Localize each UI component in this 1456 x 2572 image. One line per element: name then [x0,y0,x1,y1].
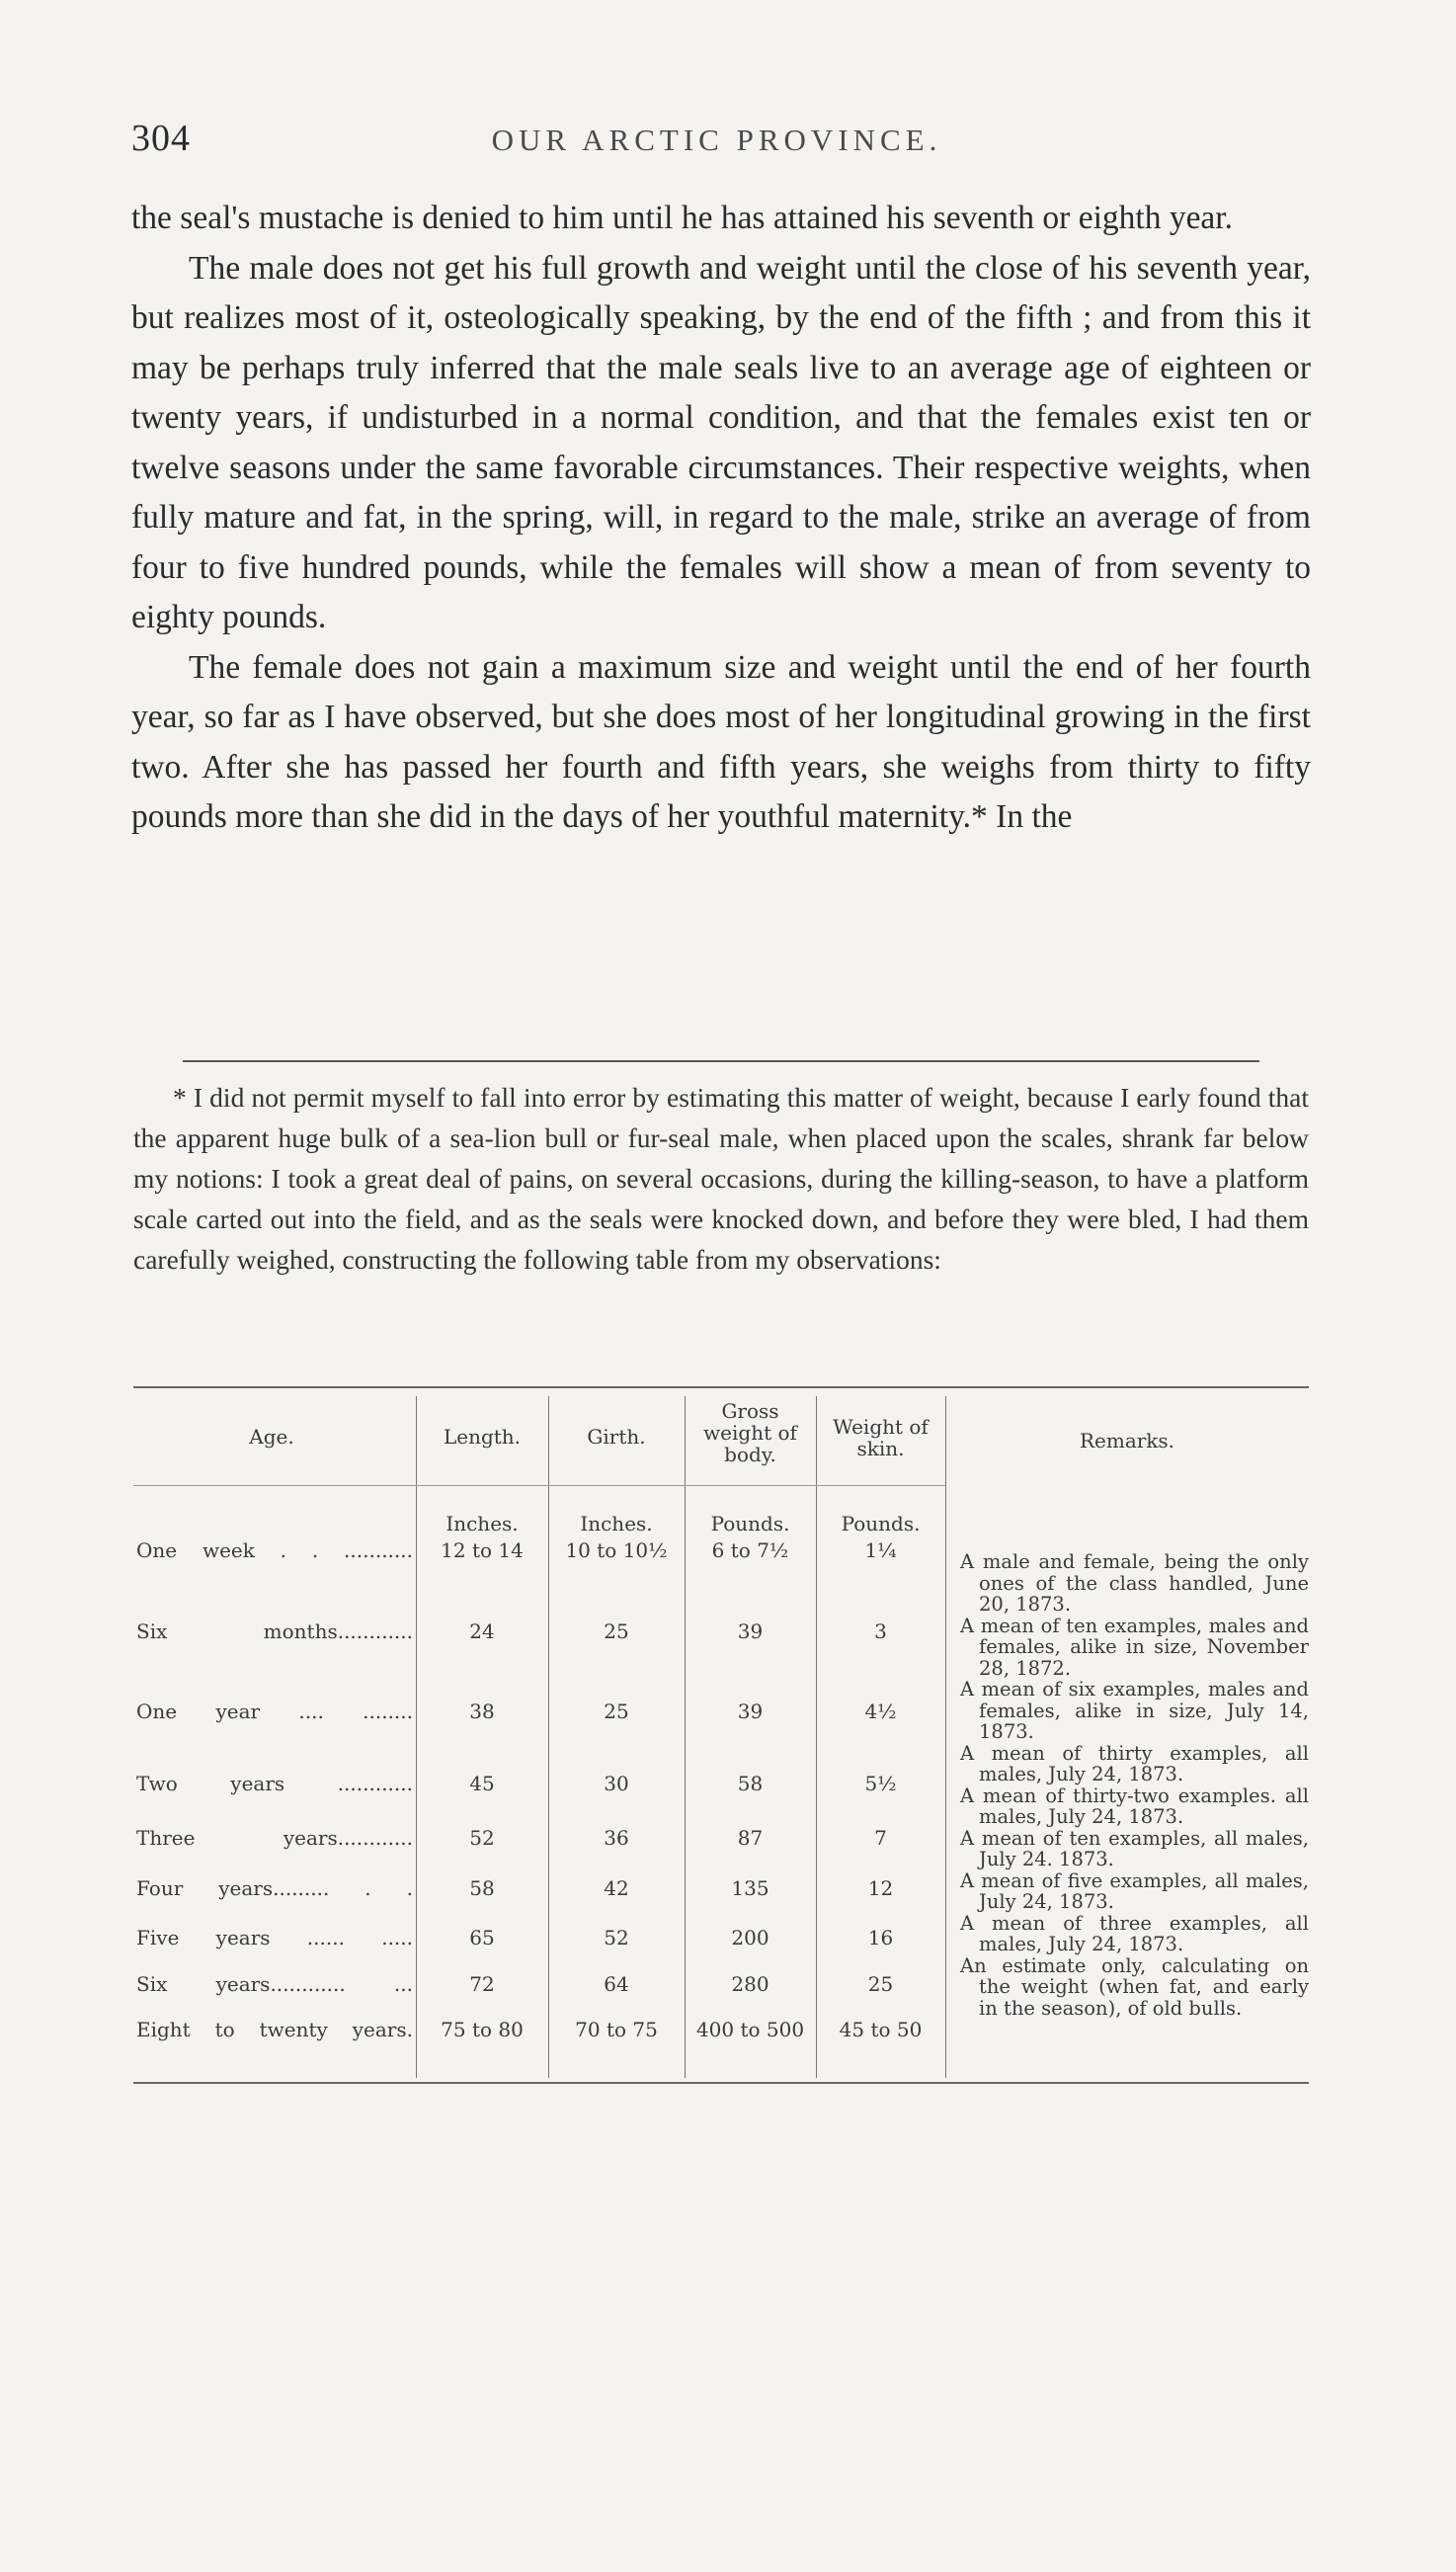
header-underline [133,1485,945,1486]
header-remarks: Remarks. [1079,1429,1175,1452]
remark-item: An estimate only, calculating on the weight (when fat, and early in the season), of old bulls. [960,1953,1309,2020]
row-skin-weight: 3 [874,1619,887,1643]
row-skin-weight: 5½ [864,1772,897,1795]
row-length: 52 [469,1826,495,1850]
unit-length: Inches. [445,1512,519,1535]
row-length: 65 [469,1926,495,1950]
remark-item: A mean of ten examples, all males, July 24. 1873. [960,1826,1309,1870]
row-length: 38 [469,1700,495,1723]
row-length: 12 to 14 [441,1538,524,1562]
paragraph-1: the seal's mustache is denied to him until he has attained his seventh or eighth year. [131,200,1233,236]
row-girth: 10 to 10½ [565,1538,668,1562]
row-length: 24 [469,1619,495,1643]
row-length: 75 to 80 [441,2018,524,2041]
row-length: 72 [469,1972,495,1996]
row-age: Four years......... . . [136,1876,413,1900]
remark-item: A mean of six examples, males and females, alike in size, July 14, 1873. [960,1678,1309,1743]
unit-skin-weight: Pounds. [841,1512,921,1535]
row-age: One week . . ........... [136,1538,413,1562]
row-length: 58 [469,1876,495,1900]
row-age: Eight to twenty years. [136,2018,413,2041]
page-number: 304 [131,118,191,159]
row-gross-weight: 58 [737,1772,764,1795]
row-girth: 30 [604,1772,629,1795]
remark-item: A mean of thirty-two examples. all males, July 24, 1873. [960,1784,1309,1828]
header-length: Length. [443,1425,522,1449]
row-girth: 25 [604,1700,629,1723]
body-text [131,194,1311,843]
row-age: One year .... ........ [136,1700,413,1723]
row-gross-weight: 280 [731,1972,769,1996]
weight-table [133,1386,1309,2572]
row-age: Six years............ ... [136,1972,413,1996]
row-gross-weight: 200 [731,1926,769,1950]
row-girth: 25 [604,1619,629,1643]
row-age: Two years ............ [136,1772,413,1795]
remark-item: A mean of thirty examples, all males, July 24, 1873. [960,1741,1309,1785]
remark-item: A mean of ten examples, males and females, alike in size, November 28, 1872. [960,1614,1309,1680]
paragraph-3: The female does not gain a maximum size and weight until the end of her fourth year, so far as I have observed, but she does most of her longitudinal growing in the first two. After she has passed her fourth and fifth years, she weighs from thirty to fifty pounds more than she did in the days of her youthful maternity.* In the [131,648,1311,835]
running-head: OUR ARCTIC PROVINCE. [491,123,942,157]
row-girth: 52 [604,1926,629,1950]
remark-item: A mean of three examples, all males, July 24, 1873. [960,1911,1309,1955]
row-gross-weight: 6 to 7½ [711,1538,789,1562]
row-length: 45 [469,1772,495,1795]
row-age: Five years ...... ..... [136,1926,413,1950]
unit-gross-weight: Pounds. [710,1512,790,1535]
row-girth: 36 [604,1826,629,1850]
table-bottom-rule [133,2082,1309,2084]
header-gross-weight: Gross weight of body. [703,1399,797,1466]
row-skin-weight: 4½ [864,1700,897,1723]
row-gross-weight: 400 to 500 [695,2018,805,2041]
unit-girth: Inches. [580,1512,653,1535]
row-girth: 42 [604,1876,629,1900]
row-gross-weight: 135 [731,1876,769,1900]
row-skin-weight: 7 [874,1826,887,1850]
row-skin-weight: 25 [867,1972,894,1996]
row-gross-weight: 39 [737,1700,764,1723]
row-age: Three years............ [136,1826,413,1850]
paragraph-2: The male does not get his full growth and weight until the close of his seventh year, but realizes most of it, osteologically speaking, by the end of the fifth ; and from this it may be perhaps truly inferred that the male seals live to an average age of eighteen or twenty years, if undisturbed in a normal condition, and that the females exist ten or twelve seasons under the same favorable circumstances. Their respective weights, when fully mature and fat, in the spring, will, in regard to the male, strike an average of from four to five hundred pounds, while the females will show a mean of from seventy to eighty pounds. [131,249,1311,635]
footnote: * I did not permit myself to fall into error by estimating this matter of weight, because I early found that the apparent huge bulk of a sea-lion bull or fur-seal male, when placed upon the scales, shrank far below my notions: I took a great deal of pains, on several occasions, during the killing-season, to have a platform scale carted out into the field, and as the seals were knocked down, and before they were bled, I had them carefully weighed, constructing the following table from my observations: [133,1082,1309,1275]
table-top-rule [133,1386,1309,1388]
footnote-divider [183,1060,1259,1062]
header-girth: Girth. [587,1425,646,1449]
header-age: Age. [249,1425,294,1449]
row-girth: 70 to 75 [575,2018,658,2041]
remark-item: A mean of five examples, all males, July 24, 1873. [960,1868,1309,1913]
row-age: Six months............ [136,1619,413,1643]
header-skin-weight: Weight of skin. [833,1415,929,1460]
page-header [131,117,1302,166]
row-girth: 64 [604,1972,629,1996]
row-skin-weight: 45 to 50 [839,2018,923,2041]
row-gross-weight: 39 [737,1619,764,1643]
row-skin-weight: 16 [867,1926,894,1950]
remark-item: A male and female, being the only ones of the class handled, June 20, 1873. [960,1550,1309,1616]
column-divider [945,1396,946,2078]
row-gross-weight: 87 [737,1826,764,1850]
remarks-column [960,1551,1309,2019]
row-skin-weight: 1¼ [864,1538,897,1562]
row-skin-weight: 12 [867,1876,894,1900]
